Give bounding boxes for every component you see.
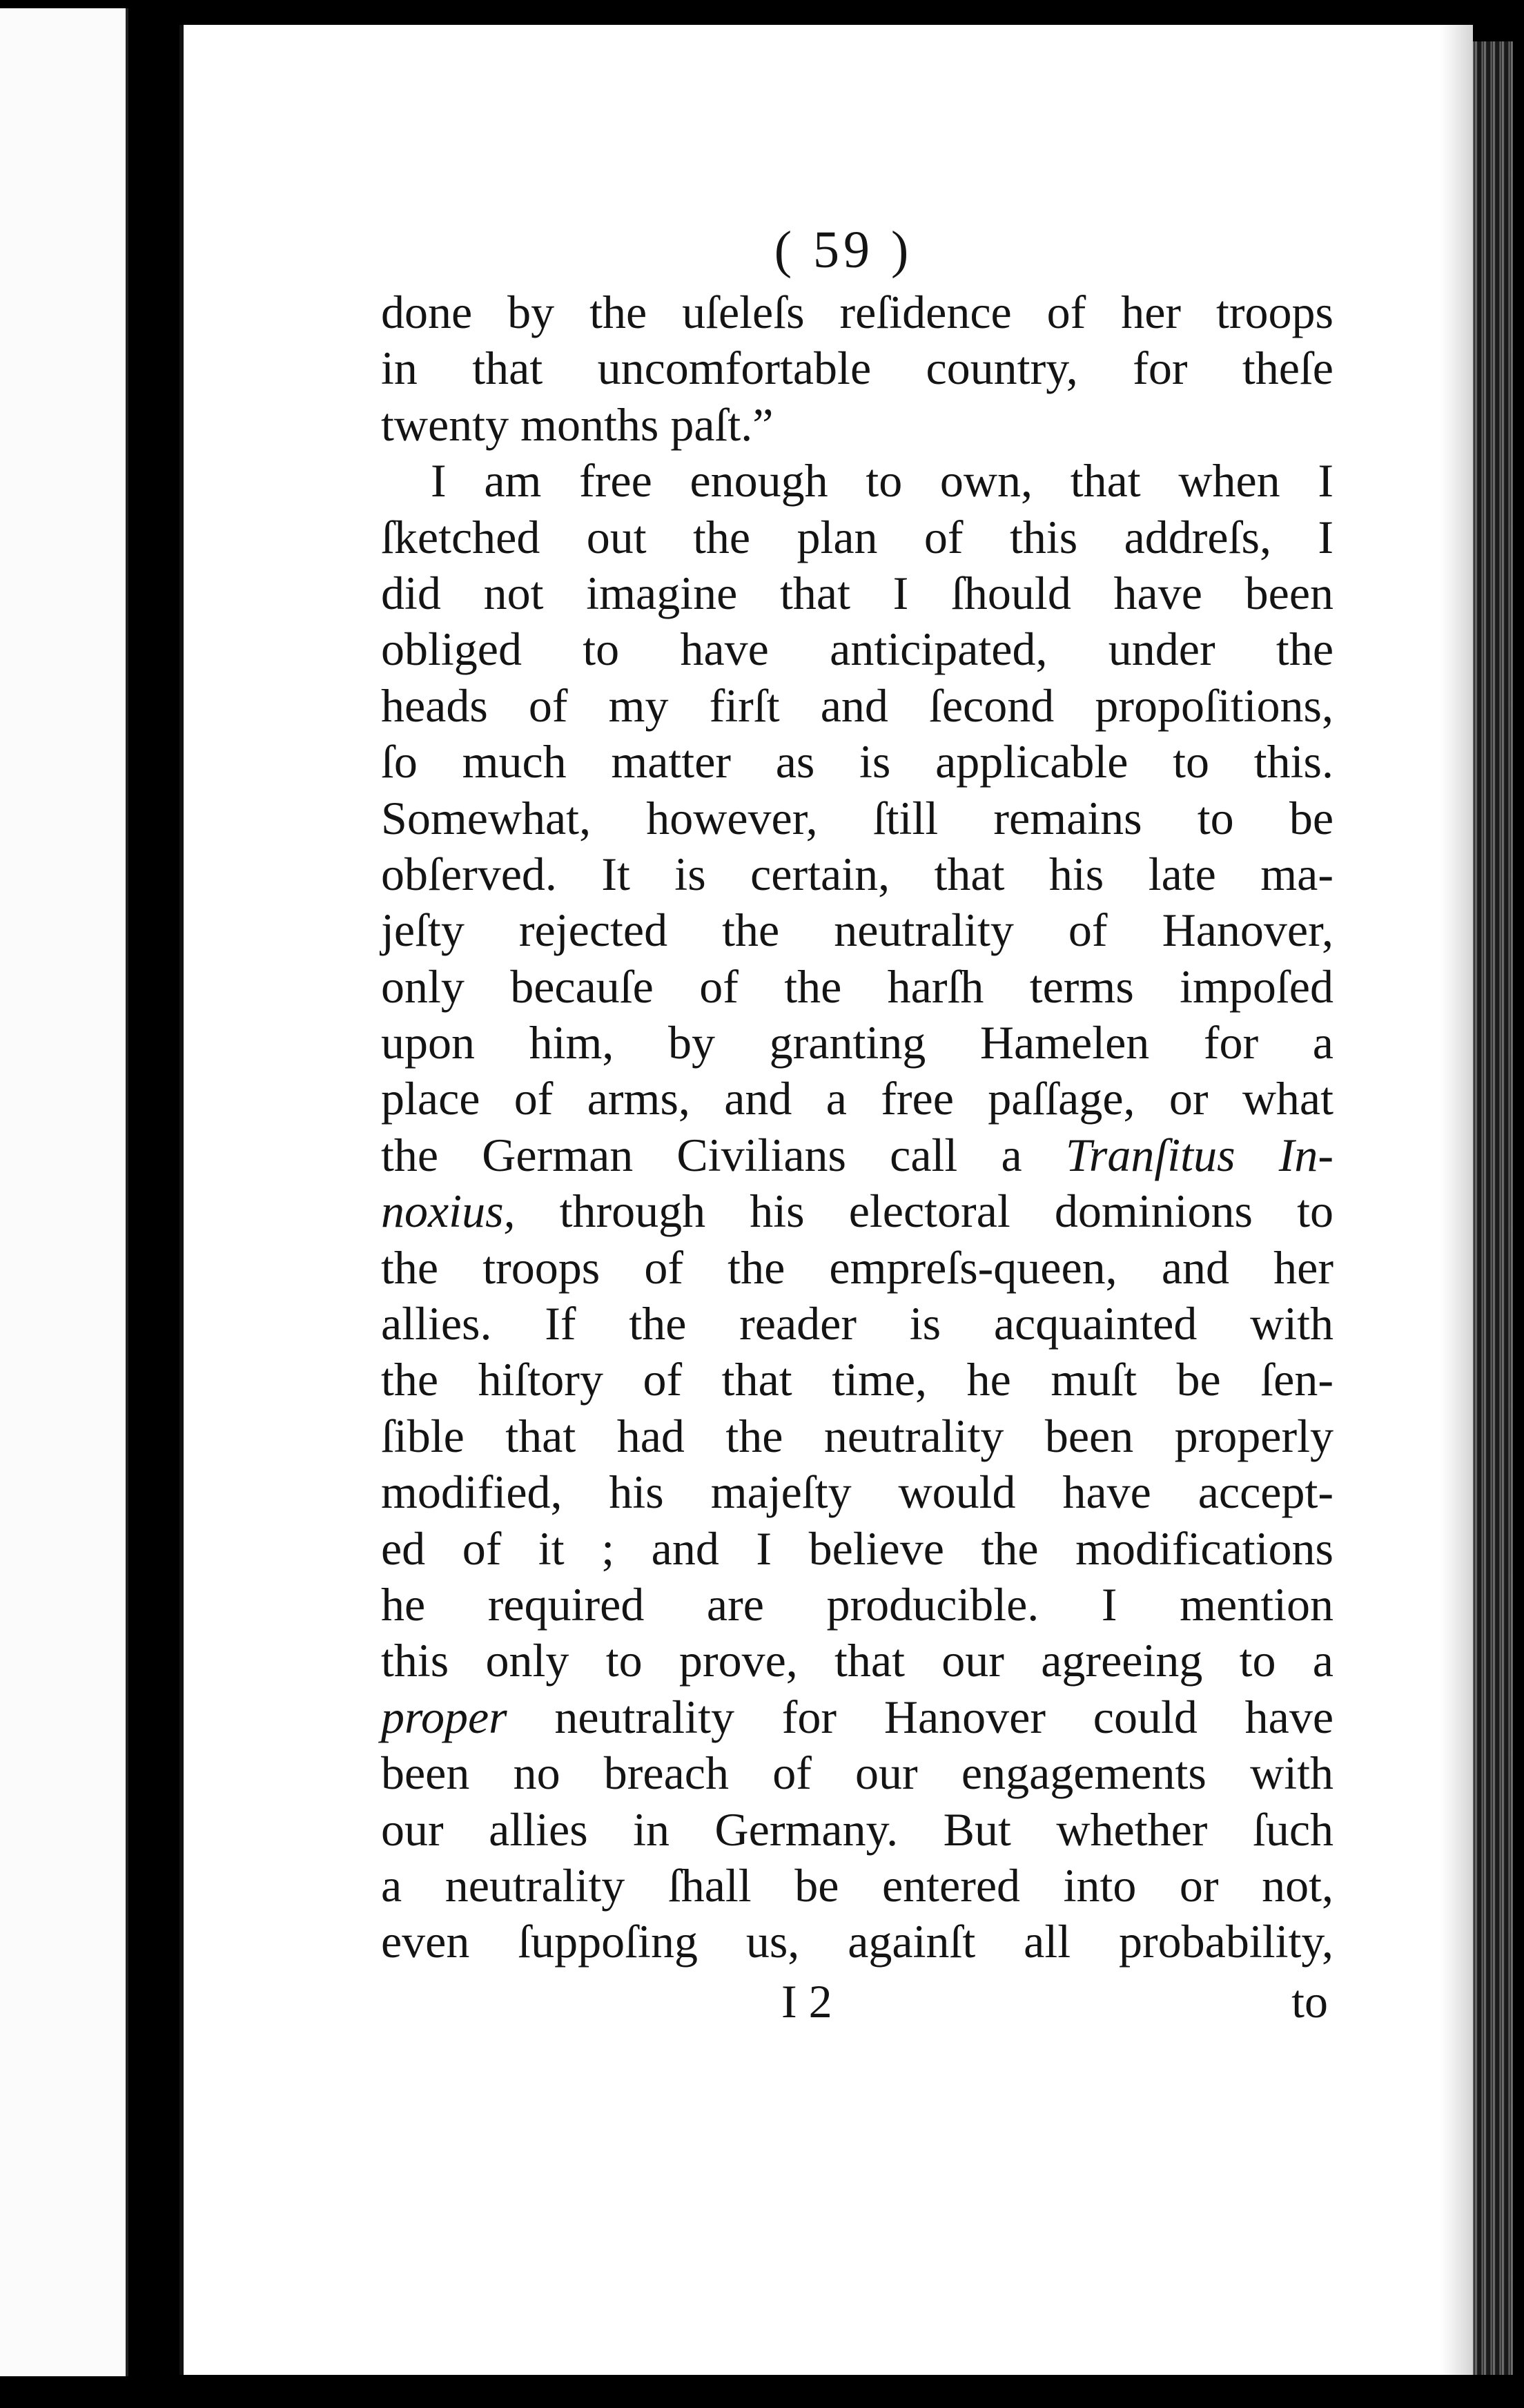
text-line: obſerved. It is certain, that his late ma- [381,847,1334,900]
text-line: allies. If the reader is acquainted with [381,1297,1334,1350]
text-line: ſible that had the neutrality been properly [381,1409,1334,1462]
text-line: did not imagine that I ſhould have been [381,566,1334,619]
text-line: in that uncomfortable country, for theſe [381,342,1334,395]
text-line: place of arms, and a free paſſage, or what [381,1072,1334,1125]
text-line: the hiſtory of that time, he muſt be ſen- [381,1353,1334,1406]
text-line-italic [381,1183,1334,1239]
previous-page-edge [0,8,128,2383]
text-line: our allies in Germany. But whether ſuch [381,1803,1334,1856]
text-line: Somewhat, however, ſtill remains to be [381,791,1334,844]
text-line: ed of it ; and I believe the modifications [381,1522,1334,1575]
italic-phrase: proper [381,1690,507,1743]
text-line: done by the uſeleſs reſidence of her troops [381,286,1334,338]
text-block [381,215,1334,2032]
italic-phrase: noxius, [381,1185,516,1238]
text-line: ſketched out the plan of this addreſs, I [381,510,1334,563]
page-footer [381,1970,1334,2032]
text-line-italic [381,1127,1334,1183]
text-line: ſo much matter as is applicable to this. [381,735,1334,788]
text-line: heads of my firſt and ſecond propoſitions, [381,679,1334,732]
text-roman: through his electoral dominions to [515,1185,1334,1238]
page-number: ( 59 ) [774,221,913,279]
text-line: obliged to have anticipated, under the [381,623,1334,676]
text-line-italic [381,1689,1334,1745]
text-line: modified, his majeſty would have accept- [381,1466,1334,1519]
text-line: upon him, by granting Hamelen for a [381,1016,1334,1069]
scan-border [0,2376,1524,2408]
italic-phrase: Tranſitus In- [1065,1128,1334,1181]
text-roman: neutrality for Hanover could have [507,1690,1334,1743]
book-gutter [128,0,179,2408]
body-text [381,284,1334,1970]
text-line-paragraph-start: I am free enough to own, that when I [431,454,1334,507]
text-line: been no breach of our engagements with [381,1747,1334,1800]
text-line: this only to prove, that our agreeing to a [381,1634,1334,1687]
text-line: the troops of the empreſs-queen, and her [381,1241,1334,1294]
text-line: a neutrality ſhall be entered into or not, [381,1858,1334,1912]
text-roman: the German Civilians call a [381,1128,1066,1181]
page-fore-edge [1469,41,1513,2375]
catchword: to [1291,1974,1328,2028]
text-line: only becauſe of the harſh terms impoſed [381,960,1334,1013]
signature-mark: I 2 [781,1974,832,2028]
text-line: jeſty rejected the neutrality of Hanover, [381,904,1334,957]
text-line: even ſuppoſing us, againſt all probability, [381,1915,1334,1968]
text-line: he required are producible. I mention [381,1577,1334,1631]
text-line: twenty months paſt.” [381,398,774,451]
